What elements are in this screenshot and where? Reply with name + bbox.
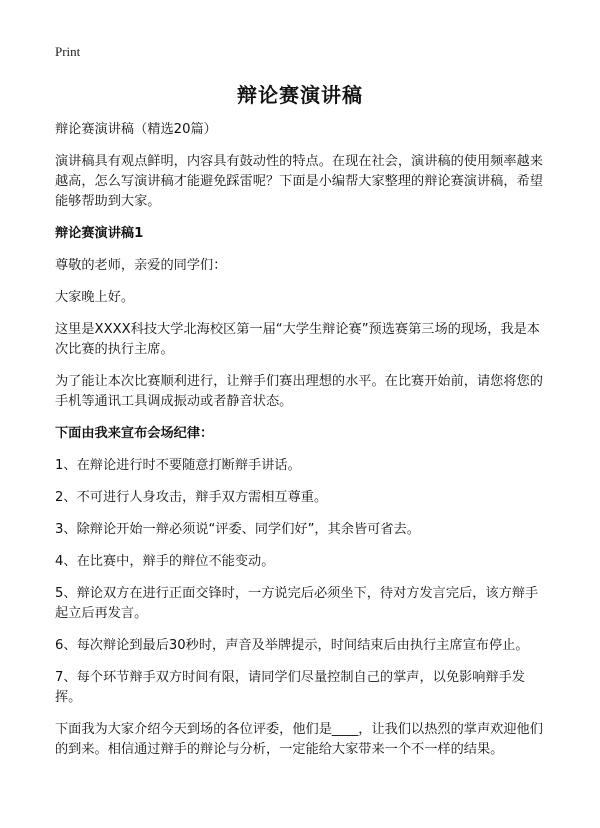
- rules-heading: 下面由我来宣布会场纪律：: [55, 426, 214, 441]
- order-paragraph: 为了能让本次比赛顺利进行，让辩手们赛出理想的水平。在比赛开始前，请您将您的手机等通讯工具调成振动或者静音状态。: [55, 374, 543, 409]
- rule-item: 2、不可进行人身攻击，辩手双方需相互尊重。: [55, 490, 328, 505]
- article-subtitle: 辩论赛演讲稿（精选20篇）: [55, 122, 217, 137]
- rule-item: 3、除辩论开始一辩必须说“评委、同学们好”，其余皆可省去。: [55, 522, 420, 537]
- intro-paragraph: 演讲稿具有观点鲜明，内容具有鼓动性的特点。在现在社会，演讲稿的使用频率越来越高，怎么写演讲稿才能避免踩雷呢？下面是小编帮大家整理的辩论赛演讲稿，希望能够帮助到大家。: [55, 154, 543, 209]
- section-heading: 辩论赛演讲稿1: [55, 226, 144, 241]
- rule-item: 4、在比赛中，辩手的辩位不能变动。: [55, 554, 275, 569]
- rule-item: 1、在辩论进行时不要随意打断辩手讲话。: [55, 458, 301, 473]
- venue-paragraph: 这里是XXXX科技大学北海校区第一届“大学生辩论赛”预选赛第三场的现场，我是本次比赛的执行主席。: [55, 322, 540, 357]
- greeting-paragraph: 尊敬的老师，亲爱的同学们：: [55, 258, 227, 273]
- rule-item: 5、辩论双方在进行正面交锋时，一方说完后必须坐下，待对方发言完后，该方辩手起立后再发言。: [55, 586, 539, 621]
- evening-paragraph: 大家晚上好。: [55, 290, 135, 305]
- print-link[interactable]: Print: [55, 44, 81, 59]
- page-title: 辩论赛演讲稿: [237, 83, 363, 107]
- article-body: [55, 120, 547, 772]
- rule-item: 7、每个环节辩手双方时间有限，请同学们尽量控制自己的掌声，以免影响辩手发挥。: [55, 670, 525, 705]
- judges-paragraph: 下面我为大家介绍今天到场的各位评委，他们是____，让我们以热烈的掌声欢迎他们的到来。相信通过辩手的辩论与分析，一定能给大家带来一个不一样的结果。: [55, 722, 543, 757]
- rule-item: 6、每次辩论到最后30秒时，声音及举牌提示，时间结束后由执行主席宣布停止。: [55, 638, 529, 653]
